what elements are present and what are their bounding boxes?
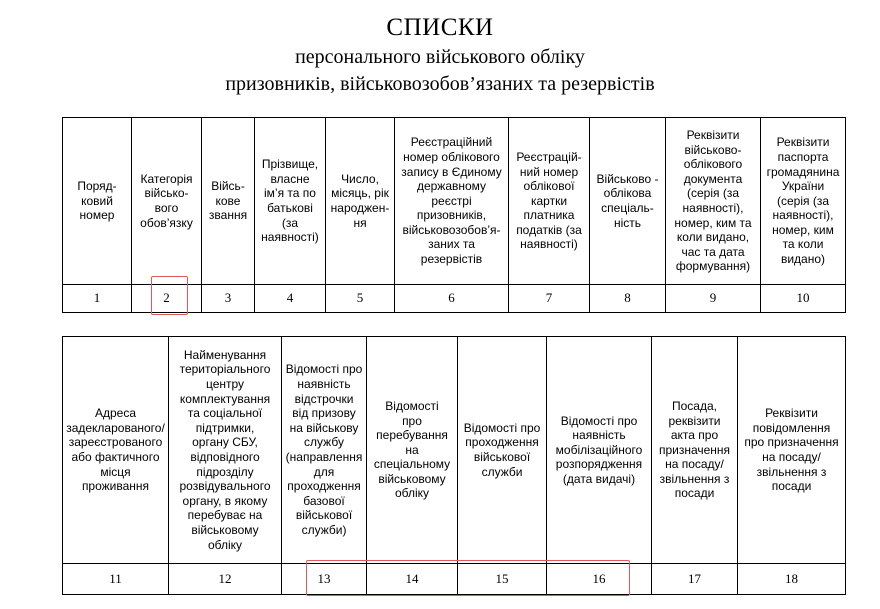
header-cell: Реквізити повідомлення про призначення на посаду/ звільнення з посади xyxy=(738,337,846,564)
header-cell: Реквізити військово- облікового документа (серія (за наявності), номер, ким та коли видано, час та дата формування) xyxy=(666,118,761,285)
column-number: 5 xyxy=(326,285,395,313)
document-title: СПИСКИ xyxy=(386,14,494,41)
header-cell: Відомості про проходження військової служби xyxy=(458,337,547,564)
column-number: 1 xyxy=(63,285,132,313)
document-subtitle-line2: призовників, військовозобов’язаних та резервістів xyxy=(225,73,655,95)
column-number: 8 xyxy=(590,285,666,313)
records-table-part2 xyxy=(62,336,846,595)
table1-header-row xyxy=(63,118,846,285)
column-number: 12 xyxy=(169,564,282,595)
header-cell: Реєстрацій- ний номер облікової картки платника податків (за наявності) xyxy=(509,118,590,285)
header-cell: Військово - облікова спеціаль- ність xyxy=(590,118,666,285)
column-number: 16 xyxy=(547,564,652,595)
column-number: 7 xyxy=(509,285,590,313)
header-cell: Відомості про перебування на спеціальному військовому обліку xyxy=(367,337,458,564)
highlight-box-column-2 xyxy=(151,276,188,315)
column-number: 13 xyxy=(282,564,367,595)
header-cell: Реквізити паспорта громадянина України (серія (за наявності), номер, ким та коли видано) xyxy=(761,118,846,285)
header-cell: Війсь- кове звання xyxy=(202,118,255,285)
column-number: 11 xyxy=(63,564,169,595)
table2-header-row xyxy=(63,337,846,564)
column-number: 2 xyxy=(132,285,202,313)
column-number: 17 xyxy=(652,564,738,595)
column-number: 4 xyxy=(255,285,326,313)
column-number: 14 xyxy=(367,564,458,595)
column-number: 15 xyxy=(458,564,547,595)
column-number: 18 xyxy=(738,564,846,595)
header-cell: Реєстраційний номер облікового запису в Єдиному державному реєстрі призовників, військовозобов’я- заних та резервістів xyxy=(395,118,509,285)
header-cell: Категорія військо- вого обов’язку xyxy=(132,118,202,285)
header-cell: Посада, реквізити акта про призначення на посаду/ звільнення з посади xyxy=(652,337,738,564)
header-cell: Поряд- ковий номер xyxy=(63,118,132,285)
highlight-box-columns-13-16 xyxy=(306,560,630,596)
header-cell: Відомості про наявність відстрочки від призову на військову службу (направлення для проходження базової військової служби) xyxy=(282,337,367,564)
document-subtitle-line1: персонального військового обліку xyxy=(295,46,585,68)
header-cell: Найменування територіального центру комплектування та соціальної підтримки, органу СБУ, відповідного підрозділу розвідувального органу, в якому перебуває на військовому обліку xyxy=(169,337,282,564)
header-cell: Відомості про наявність мобілізаційного розпорядження (дата видачі) xyxy=(547,337,652,564)
column-number: 10 xyxy=(761,285,846,313)
column-number: 6 xyxy=(395,285,509,313)
header-cell: Адреса задекларованого/ зареєстрованого або фактичного місця проживання xyxy=(63,337,169,564)
header-cell: Число, місяць, рік народжен- ня xyxy=(326,118,395,285)
column-number: 3 xyxy=(202,285,255,313)
header-cell: Прізвище, власне ім’я та по батькові (за наявності) xyxy=(255,118,326,285)
column-number: 9 xyxy=(666,285,761,313)
